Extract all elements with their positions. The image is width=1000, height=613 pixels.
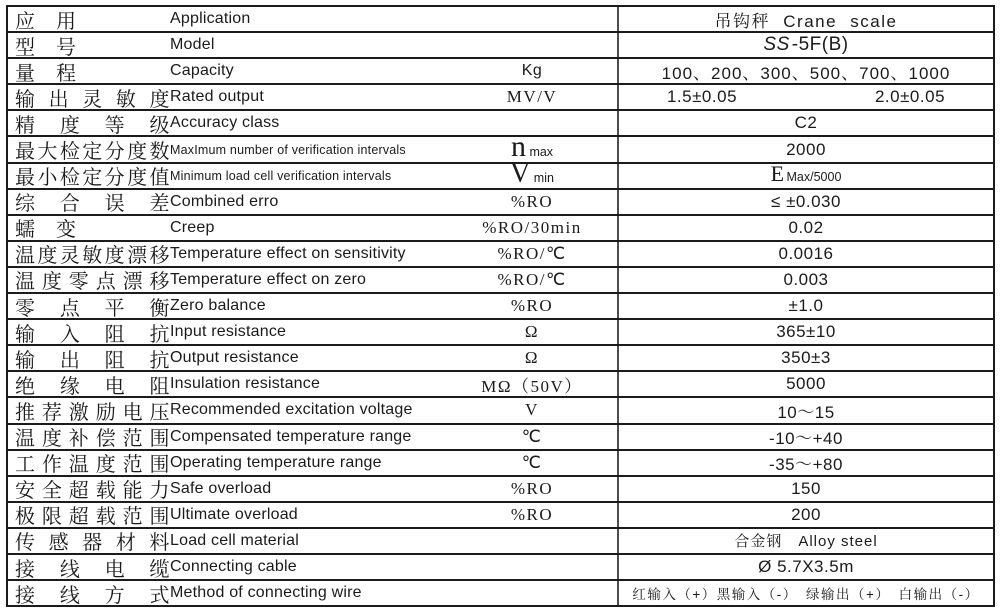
row-ultimate-overload — [8, 501, 993, 527]
value-text: 红输入（+）黑输入（-） 绿输出（+） 白输出（-） — [632, 587, 980, 603]
en-label: Model — [170, 36, 215, 54]
zh-label: 温度零点漂移 — [15, 271, 170, 294]
unit-label: ℃ — [521, 426, 543, 446]
unit-label: MV/V — [506, 87, 558, 107]
value-composite — [770, 161, 842, 187]
unit-label: %RO — [510, 504, 554, 524]
value-text: 150 — [791, 478, 821, 498]
unit-symbol: V — [510, 157, 532, 189]
value-cell — [617, 190, 993, 214]
row-operating-temp-range — [8, 449, 993, 475]
value-cell — [617, 477, 993, 501]
zh-label: 安全超载能力 — [15, 480, 170, 503]
unit-label: Ω — [524, 348, 540, 368]
en-label: Capacity — [170, 62, 234, 80]
zh-label: 量 程 — [15, 62, 77, 85]
value-text: ±1.0 — [788, 296, 824, 316]
row-accuracy-class — [8, 109, 993, 135]
en-label: Insulation resistance — [170, 375, 321, 393]
en-label: Connecting cable — [170, 558, 297, 576]
row-min-verification-intervals — [8, 157, 993, 190]
en-label: Output resistance — [170, 349, 299, 367]
zh-label: 极限超载范围 — [15, 506, 170, 529]
row-excitation-voltage — [8, 396, 993, 422]
zh-label: 传感器材料 — [15, 532, 170, 555]
zh-label: 工作温度范围 — [15, 454, 170, 477]
value-cell — [617, 372, 993, 396]
unit-label: Kg — [521, 62, 543, 80]
value-cell — [617, 320, 993, 344]
row-creep — [8, 214, 993, 240]
value-cell — [617, 529, 993, 553]
zh-label: 应 用 — [15, 10, 77, 33]
row-output-resistance — [8, 344, 993, 370]
en-label: Safe overload — [170, 479, 272, 497]
value-cell — [617, 268, 993, 292]
value-text: 5000 — [786, 374, 826, 394]
zh-label: 绝缘电阻 — [15, 375, 170, 398]
value-text: 吊钩秤 Crane scale — [714, 11, 898, 31]
value-right: 2.0±0.05 — [874, 87, 946, 107]
unit-label: %RO — [510, 191, 554, 211]
zh-label: 综合误差 — [15, 193, 170, 216]
unit-label: %RO — [510, 478, 554, 498]
value-cell — [617, 85, 993, 109]
value-cell — [617, 451, 993, 475]
en-label: Accuracy class — [170, 114, 280, 132]
value-cell — [617, 503, 993, 527]
model-value — [763, 34, 848, 56]
zh-label: 温度补偿范围 — [15, 428, 170, 451]
value-cell — [617, 137, 993, 161]
value-text: 2000 — [786, 139, 826, 159]
en-label: Temperature effect on sensitivity — [170, 244, 406, 262]
row-safe-overload — [8, 475, 993, 501]
unit-label: %RO/30min — [482, 217, 582, 237]
en-label: Compensated temperature range — [170, 427, 412, 445]
value-text: 合金钢 Alloy steel — [734, 533, 878, 551]
value-cell — [617, 7, 993, 31]
value-cell — [617, 398, 993, 422]
zh-label: 输出灵敏度 — [15, 88, 170, 111]
row-model — [8, 31, 993, 57]
zh-label: 温度灵敏度漂移 — [15, 245, 170, 268]
zh-label: 型 号 — [15, 36, 77, 59]
unit-label: V — [525, 400, 539, 420]
value-text: 200 — [791, 504, 821, 524]
value-text: 100、200、300、500、700、1000 — [661, 63, 951, 83]
row-input-resistance — [8, 318, 993, 344]
value-cell — [617, 425, 993, 449]
zh-label: 精度等级 — [15, 114, 170, 137]
en-label: Ultimate overload — [170, 505, 298, 523]
spec-table — [6, 5, 995, 607]
value-text: 350±3 — [781, 348, 831, 368]
unit-label: %RO — [510, 296, 554, 316]
value-cell — [617, 161, 993, 188]
zh-label: 输出阻抗 — [15, 349, 170, 372]
zh-label: 零点平衡 — [15, 297, 170, 320]
model-prefix: SS — [763, 34, 790, 56]
value-text: -35～+80 — [769, 455, 843, 475]
zh-label: 接线方式 — [15, 584, 170, 607]
row-zero-balance — [8, 292, 993, 318]
zh-label: 最小检定分度值 — [15, 167, 170, 190]
unit-subscript: min — [533, 170, 554, 185]
value-text: 365±10 — [776, 322, 836, 342]
row-connecting-cable — [8, 553, 993, 579]
value-text: ≤ ±0.030 — [771, 191, 841, 211]
value-text: 10～15 — [777, 402, 835, 422]
unit-label: ℃ — [521, 452, 543, 472]
en-label: Operating temperature range — [170, 453, 382, 471]
value-subscript: Max/5000 — [786, 170, 842, 185]
en-label: Application — [170, 10, 251, 28]
value-left: 1.5±0.05 — [666, 87, 738, 107]
unit-label: Ω — [524, 322, 540, 342]
value-cell — [617, 581, 993, 605]
en-label: Minimum load cell verification intervals — [170, 168, 392, 183]
unit-label: %RO/℃ — [497, 269, 567, 289]
en-label: Recommended excitation voltage — [170, 401, 413, 419]
unit-label: MΩ（50V） — [481, 376, 583, 396]
value-text: 0.0016 — [778, 243, 834, 263]
value-cell — [617, 59, 993, 83]
en-label: Method of connecting wire — [170, 584, 362, 602]
zh-label: 最大检定分度数 — [15, 141, 170, 164]
unit-label — [447, 157, 617, 189]
unit-symbol: n — [510, 130, 528, 164]
en-label: Rated output — [170, 88, 265, 106]
value-text: 0.003 — [783, 269, 829, 289]
value-cell — [617, 111, 993, 135]
row-application — [8, 7, 993, 31]
zh-label: 接线电缆 — [15, 558, 170, 581]
value-symbol: E — [770, 161, 785, 187]
row-capacity — [8, 57, 993, 83]
row-max-verification-intervals — [8, 130, 993, 164]
en-label: Creep — [170, 218, 215, 236]
zh-label: 输入阻抗 — [15, 323, 170, 346]
zh-label: 推荐激励电压 — [15, 401, 170, 424]
row-compensated-temp-range — [8, 423, 993, 449]
value-cell — [617, 346, 993, 370]
value-text: C2 — [794, 113, 818, 133]
value-cell — [617, 242, 993, 266]
row-combined-error — [8, 188, 993, 214]
row-insulation-resistance — [8, 370, 993, 396]
value-cell — [617, 33, 993, 57]
unit-label — [447, 130, 617, 164]
row-temp-effect-sensitivity — [8, 240, 993, 266]
value-cell — [617, 294, 993, 318]
model-suffix: -5F(B) — [791, 34, 849, 56]
en-label: Input resistance — [170, 323, 287, 341]
row-rated-output — [8, 83, 993, 109]
row-temp-effect-zero — [8, 266, 993, 292]
en-label: Load cell material — [170, 531, 299, 549]
value-cell — [617, 216, 993, 240]
zh-label: 蠕 变 — [15, 219, 77, 242]
value-cell — [617, 555, 993, 579]
en-label: Zero balance — [170, 297, 266, 315]
unit-label: %RO/℃ — [497, 243, 567, 263]
en-label: MaxImum number of verification intervals — [170, 142, 406, 157]
value-text: -10～+40 — [769, 429, 843, 449]
row-load-cell-material — [8, 527, 993, 553]
en-label: Temperature effect on zero — [170, 270, 367, 288]
row-wiring-method — [8, 579, 993, 605]
en-label: Combined erro — [170, 192, 279, 210]
value-text: Ø 5.7X3.5m — [758, 557, 854, 577]
value-text: 0.02 — [788, 217, 824, 237]
unit-subscript: max — [529, 145, 554, 160]
